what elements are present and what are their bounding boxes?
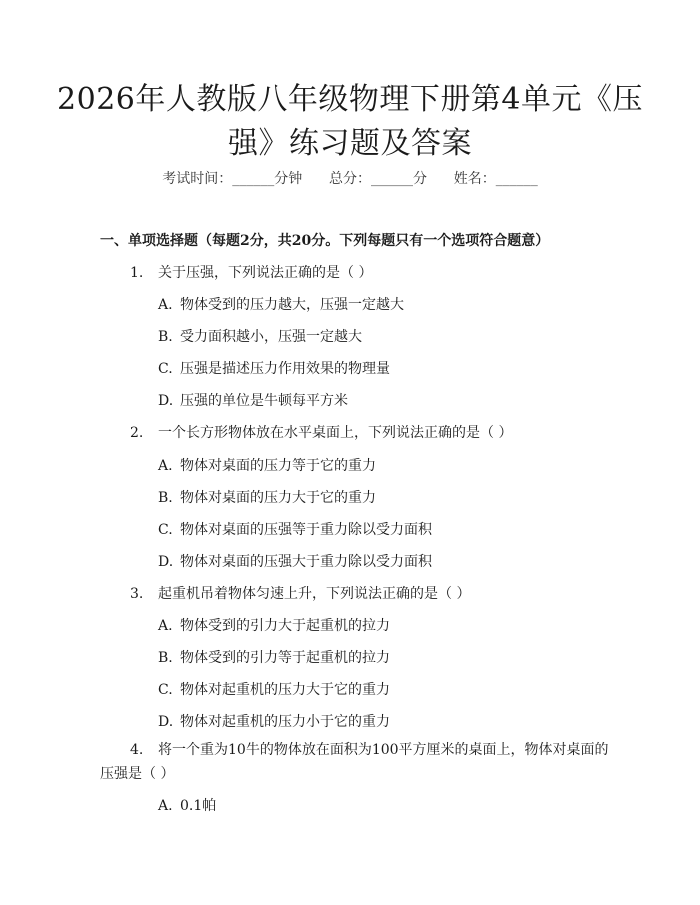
option-letter: D. — [158, 714, 174, 730]
option-letter: D. — [158, 393, 174, 409]
option-2d — [158, 551, 432, 571]
option-text: 物体对桌面的压强大于重力除以受力面积 — [180, 554, 432, 570]
option-letter: D. — [158, 554, 174, 570]
option-text: 压强的单位是牛顿每平方米 — [180, 393, 348, 409]
question-text: 关于压强，下列说法正确的是（ ） — [158, 265, 373, 281]
option-1a — [158, 294, 404, 314]
option-4a — [158, 795, 216, 815]
option-2b — [158, 487, 376, 507]
question-number: 1. — [130, 265, 144, 281]
option-letter: B. — [158, 490, 173, 506]
option-1d — [158, 390, 348, 410]
option-letter: A. — [158, 618, 173, 634]
option-letter: C. — [158, 522, 173, 538]
option-1b — [158, 326, 362, 346]
document-title: 2026年人教版八年级物理下册第4单元《压强》练习题及答案 — [57, 82, 643, 161]
option-letter: B. — [158, 329, 173, 345]
question-1 — [100, 262, 620, 282]
option-2c — [158, 519, 432, 539]
option-text: 物体对桌面的压力等于它的重力 — [180, 458, 376, 474]
question-4 — [100, 738, 620, 786]
section-heading: 一、单项选择题（每题2分，共20分。下列每题只有一个选项符合题意） — [100, 233, 550, 249]
question-2 — [100, 422, 620, 442]
option-letter: A. — [158, 798, 173, 814]
question-3 — [100, 583, 620, 603]
option-letter: C. — [158, 361, 173, 377]
option-letter: A. — [158, 458, 173, 474]
option-3b — [158, 647, 390, 667]
question-text: 一个长方形物体放在水平桌面上，下列说法正确的是（ ） — [158, 425, 513, 441]
question-text: 起重机吊着物体匀速上升，下列说法正确的是（ ） — [158, 586, 471, 602]
question-number: 2. — [130, 425, 144, 441]
option-text: 物体受到的引力等于起重机的拉力 — [180, 650, 390, 666]
option-letter: C. — [158, 682, 173, 698]
option-2a — [158, 455, 376, 475]
question-text: 将一个重为10牛的物体放在面积为100平方厘米的桌面上，物体对桌面的压强是（ ） — [100, 742, 609, 782]
option-text: 物体对起重机的压力大于它的重力 — [180, 682, 390, 698]
option-text: 物体受到的压力越大，压强一定越大 — [180, 297, 404, 313]
option-text: 物体对桌面的压力大于它的重力 — [180, 490, 376, 506]
option-3a — [158, 615, 390, 635]
option-text: 压强是描述压力作用效果的物理量 — [180, 361, 390, 377]
option-text: 受力面积越小，压强一定越大 — [180, 329, 362, 345]
option-letter: B. — [158, 650, 173, 666]
option-text: 0.1帕 — [180, 798, 217, 814]
option-text: 物体受到的引力大于起重机的拉力 — [180, 618, 390, 634]
option-text: 物体对起重机的压力小于它的重力 — [180, 714, 390, 730]
option-text: 物体对桌面的压强等于重力除以受力面积 — [180, 522, 432, 538]
question-number: 3. — [130, 586, 144, 602]
option-1c — [158, 358, 390, 378]
question-number: 4. — [130, 742, 144, 758]
option-letter: A. — [158, 297, 173, 313]
option-3c — [158, 679, 390, 699]
exam-info-line: 考试时间：______分钟 总分：______分 姓名：______ — [162, 171, 538, 187]
option-3d — [158, 711, 390, 731]
